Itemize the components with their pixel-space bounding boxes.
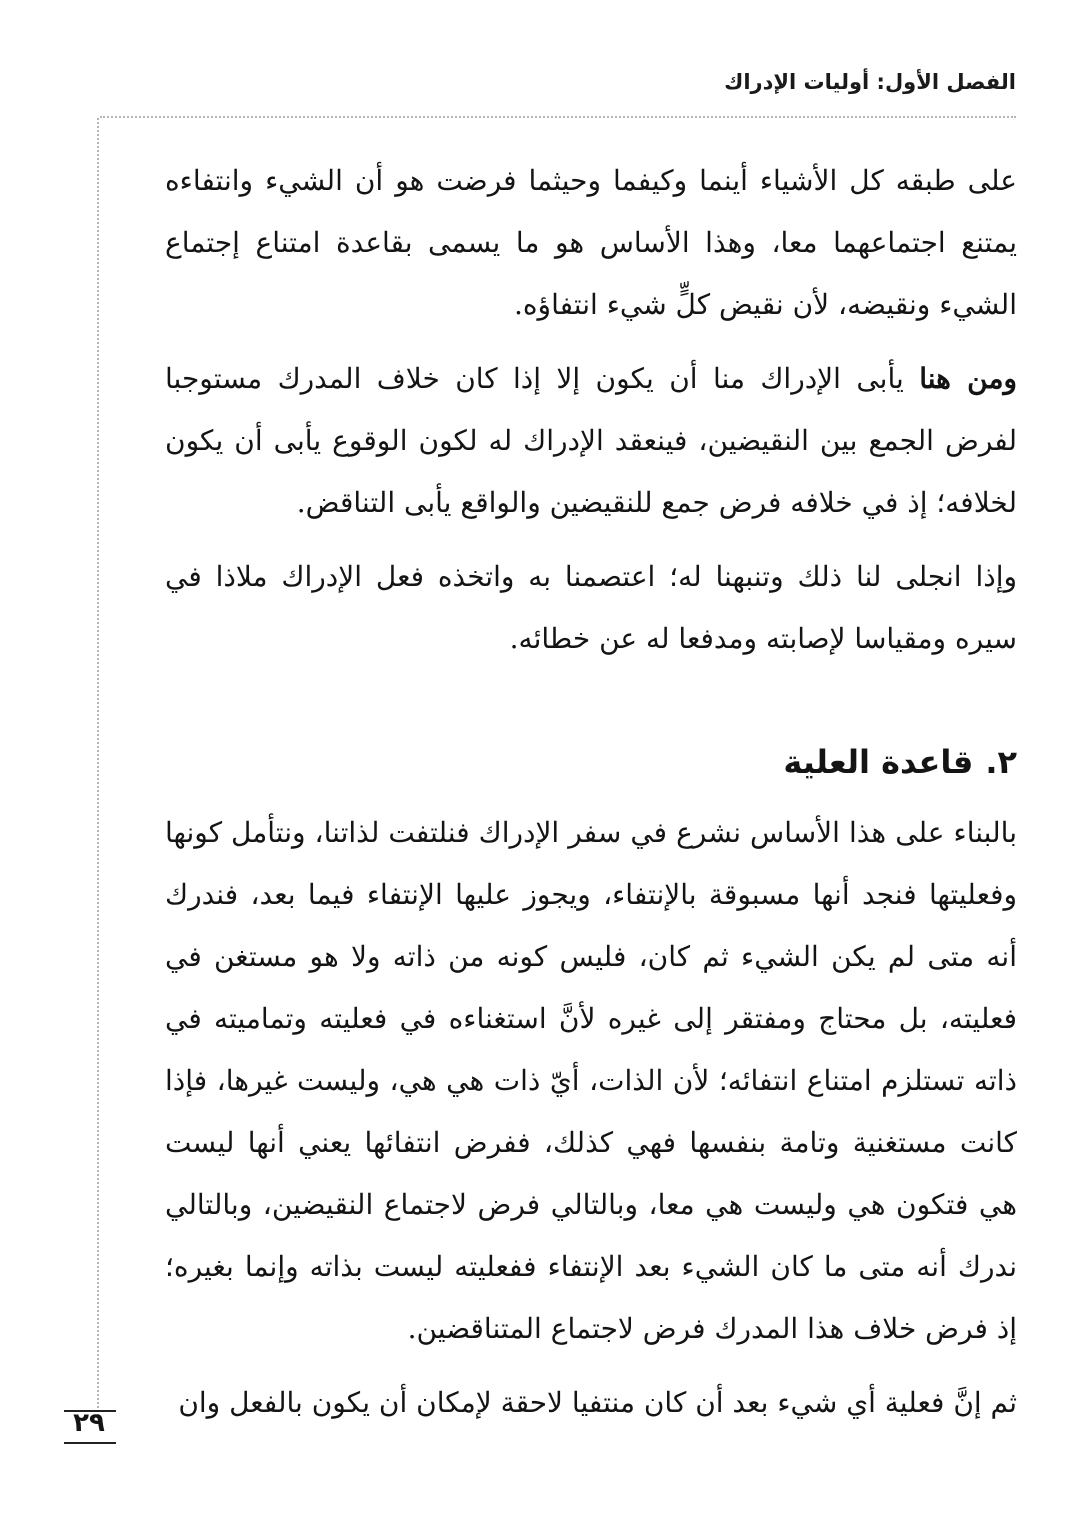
paragraph-1: على طبقه كل الأشياء أينما وكيفما وحيثما فرضت هو أن الشيء وانتفاءه يمتنع اجتماعهما معا، وهذا الأساس هو ما يسمى بقاعدة امتناع إجتماع الشيء ونقيضه، لأن نقيض كلٍّ شيء انتفاؤه. — [165, 164, 1017, 321]
section-heading — [165, 736, 1017, 788]
page-number: ٢٩ — [73, 1408, 105, 1438]
running-header: الفصل الأول: أوليات الإدراك — [724, 70, 1016, 94]
paragraph-2 — [165, 348, 1017, 534]
paragraph-2-lead: ومن هنا — [919, 362, 1018, 395]
header-dotted-rule — [100, 116, 1016, 118]
section-number: ٢. — [985, 743, 1017, 781]
section-title: قاعدة العلية — [783, 743, 974, 781]
paragraph-4: بالبناء على هذا الأساس نشرع في سفر الإدراك فنلتفت لذاتنا، ونتأمل كونها وفعليتها فنجد أنها مسبوقة بالإنتفاء، ويجوز عليها الإنتفاء فيما بعد، فندرك أنه متى لم يكن الشيء ثم كان، فليس كونه من ذاته ولا هو مستغن في فعليته، بل محتاج ومفتقر إلى غيره لأنَّ استغناءه في فعليته وتماميته في ذاته تستلزم امتناع انتفائه؛ لأن الذات، أيّ ذات هي هي، وليست غيرها، فإذا كانت مستغنية وتامة بنفسها فهي كذلك، ففرض انتفائها يعني أنها ليست هي فتكون هي وليست هي معا، وبالتالي فرض لاجتماع النقيضين، وبالتالي ندرك أنه متى ما كان الشيء بعد الإنتفاء ففعليته ليست بذاته وإنما بغيره؛ إذ فرض خلاف هذا المدرك فرض لاجتماع المتناقضين. — [165, 816, 1017, 1345]
page-body — [165, 150, 1017, 1446]
paragraph-2-text: يأبى الإدراك منا أن يكون إلا إذا كان خلاف المدرك مستوجبا لفرض الجمع بين النقيضين، فينعقد الإدراك له لكون الوقوع يأبى أن يكون لخلافه؛ إذ في خلافه فرض جمع للنقيضين والواقع يأبى التناقض. — [165, 362, 1017, 519]
margin-dotted-rule — [97, 118, 99, 1416]
paragraph-5: ثم إنَّ فعلية أي شيء بعد أن كان منتفيا لاحقة لإمكان أن يكون بالفعل وان — [178, 1386, 1017, 1419]
page-number-rule-bottom — [64, 1442, 116, 1444]
paragraph-3: وإذا انجلى لنا ذلك وتنبهنا له؛ اعتصمنا به واتخذه فعل الإدراك ملاذا في سيره ومقياسا لإصابته ومدفعا له عن خطائه. — [165, 560, 1017, 655]
